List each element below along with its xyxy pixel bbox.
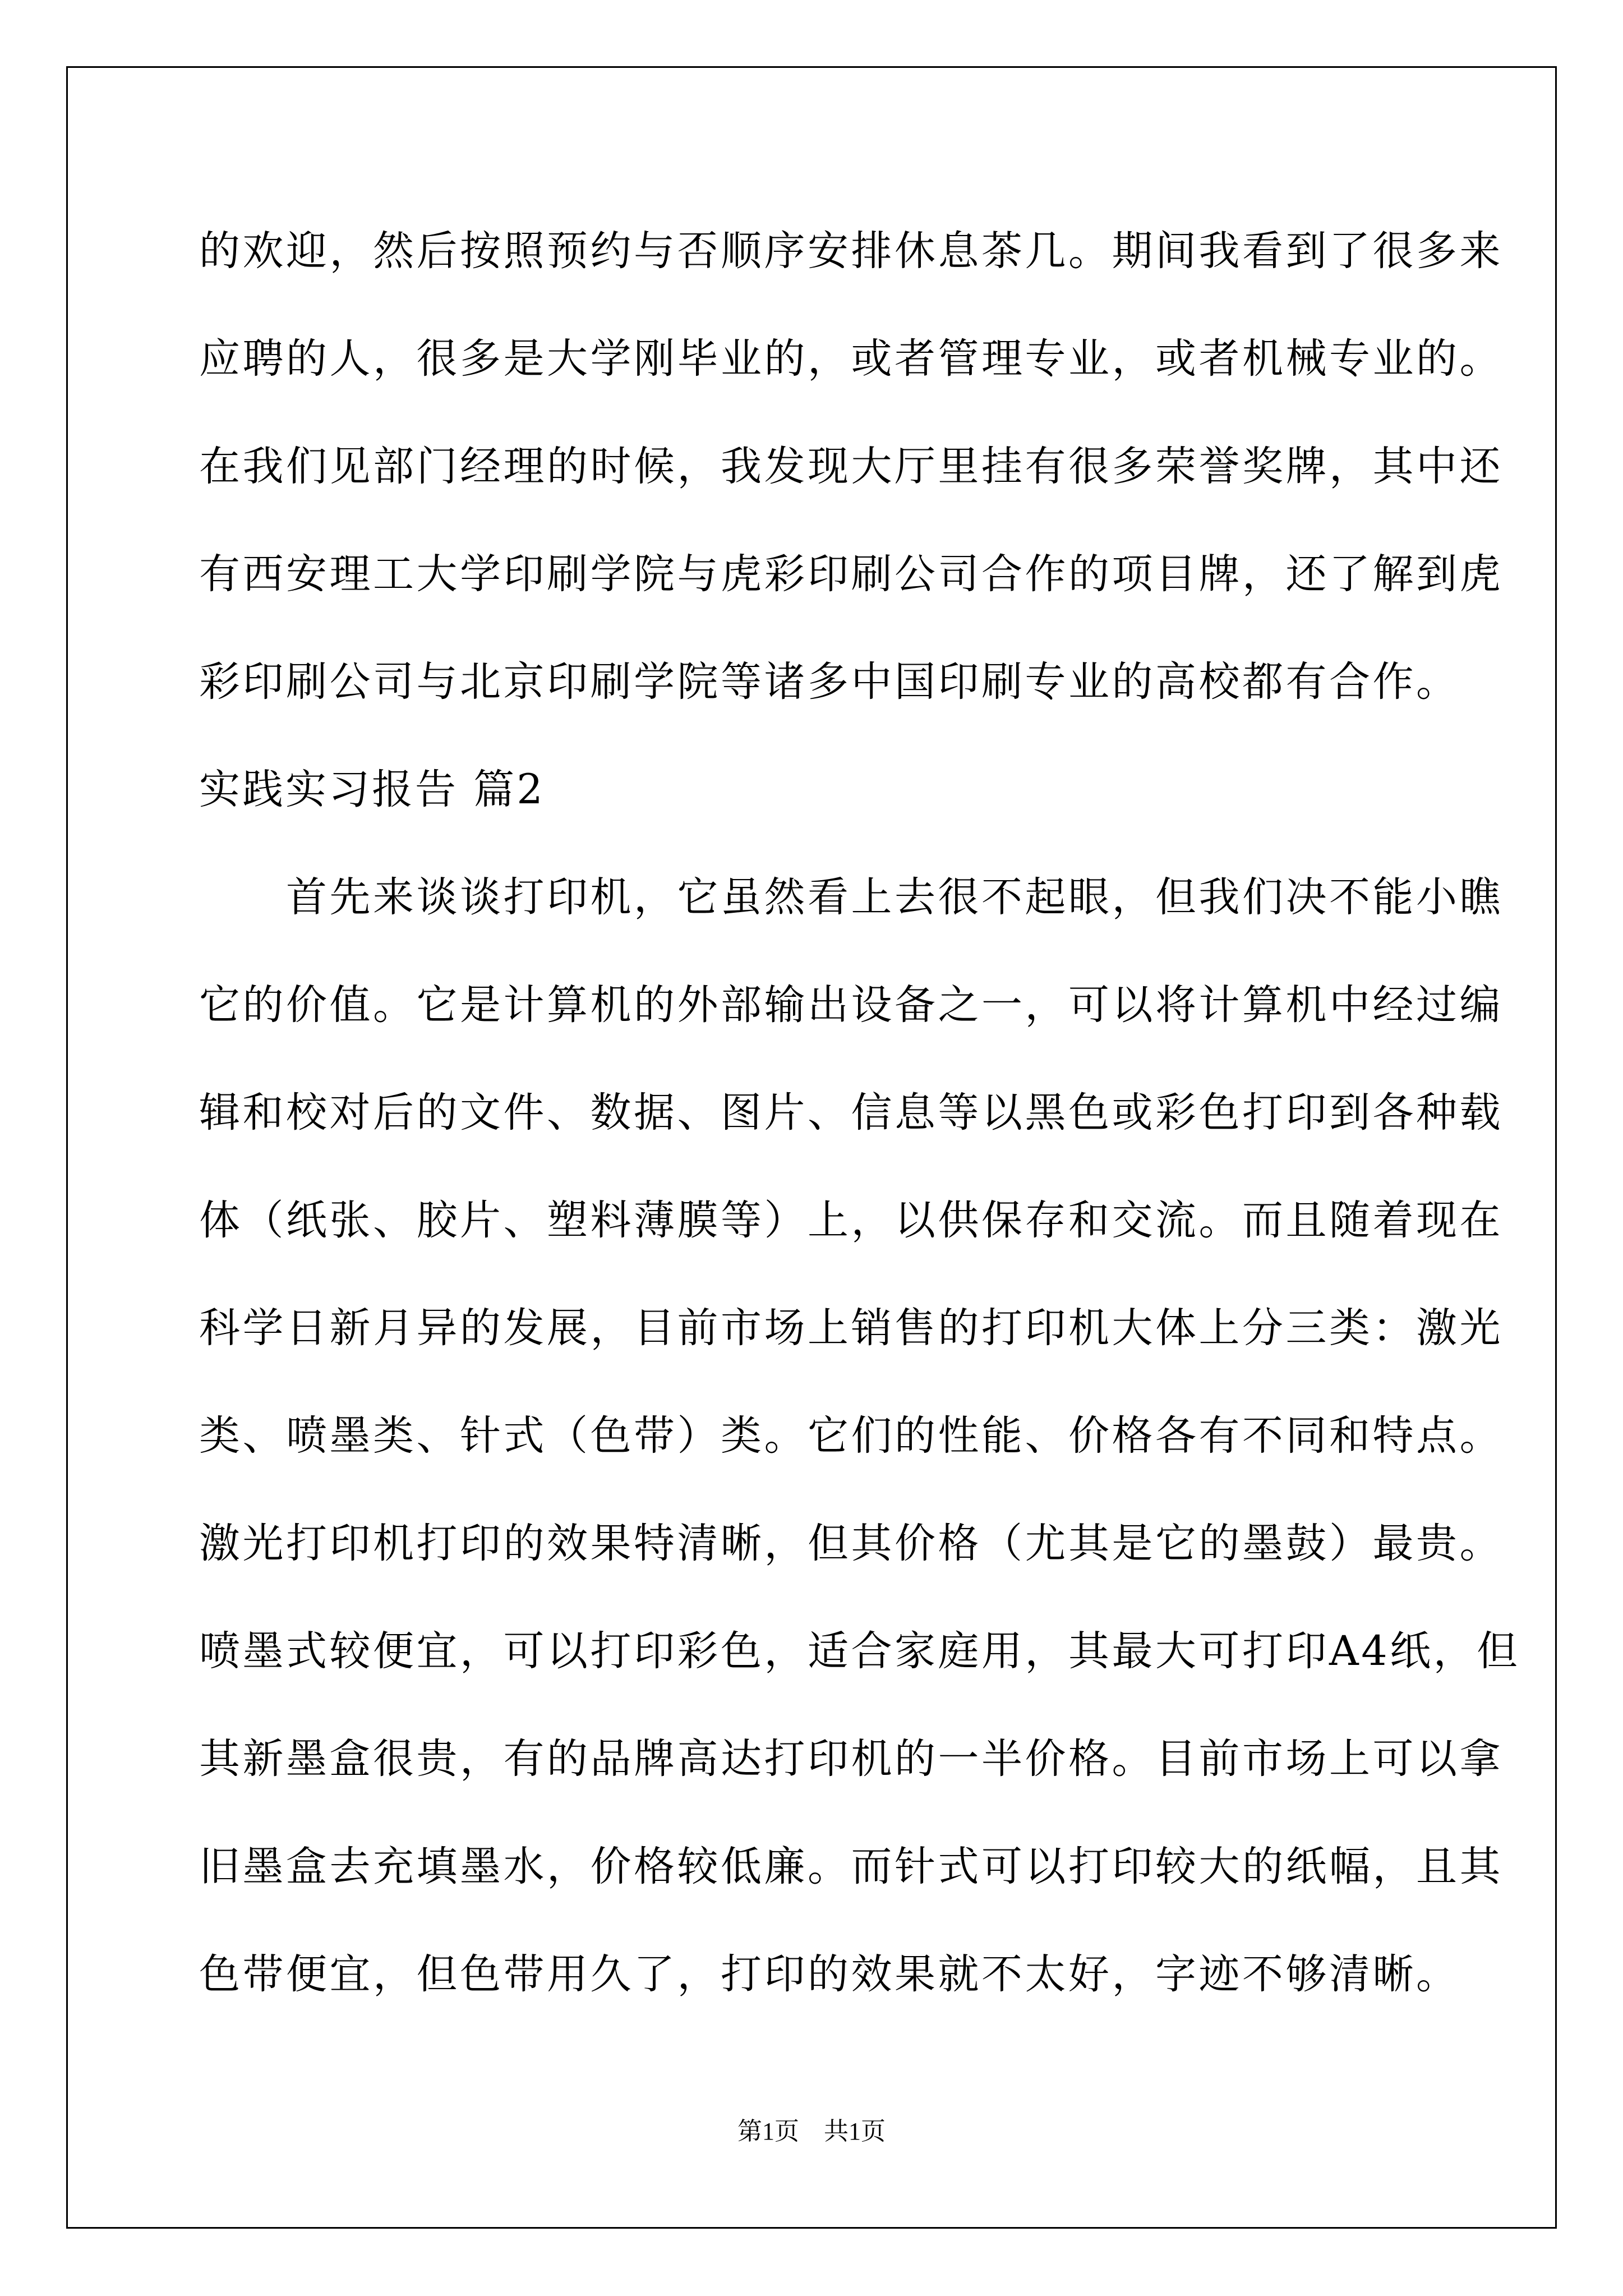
paragraph-line: 有西安理工大学印刷学院与虎彩印刷公司合作的项目牌，还了解到虎: [199, 550, 1503, 598]
paragraph-line: 它的价值。它是计算机的外部输出设备之一，可以将计算机中经过编: [199, 981, 1503, 1029]
paragraph-line: 体（纸张、胶片、塑料薄膜等）上，以供保存和交流。而且随着现在: [199, 1197, 1503, 1244]
section-heading: 实践实习报告 篇2: [199, 766, 545, 813]
paragraph-line: 应聘的人，很多是大学刚毕业的，或者管理专业，或者机械专业的。: [199, 335, 1503, 383]
paragraph-line: 色带便宜，但色带用久了，打印的效果就不太好，字迹不够清晰。: [199, 1950, 1460, 1998]
paragraph-line: 激光打印机打印的效果特清晰，但其价格（尤其是它的墨鼓）最贵。: [199, 1520, 1503, 1567]
paragraph-line: 在我们见部门经理的时候，我发现大厅里挂有很多荣誉奖牌，其中还: [199, 443, 1503, 490]
paragraph-line: 旧墨盒去充填墨水，价格较低廉。而针式可以打印较大的纸幅，且其: [199, 1843, 1503, 1890]
paragraph-line: 其新墨盒很贵，有的品牌高达打印机的一半价格。目前市场上可以拿: [199, 1735, 1503, 1783]
paragraph-line: 辑和校对后的文件、数据、图片、信息等以黑色或彩色打印到各种载: [199, 1089, 1503, 1137]
paragraph-line: 喷墨式较便宜，可以打印彩色，适合家庭用，其最大可打印A4纸，但: [199, 1627, 1520, 1675]
paragraph-line: 科学日新月异的发展，目前市场上销售的打印机大体上分三类：激光: [199, 1304, 1503, 1352]
paragraph-line: 的欢迎，然后按照预约与否顺序安排休息茶几。期间我看到了很多来: [199, 227, 1503, 275]
paragraph-line: 首先来谈谈打印机，它虽然看上去很不起眼，但我们决不能小瞧: [199, 873, 1503, 921]
page-footer: 第1页 共1页: [737, 2118, 886, 2145]
paragraph-line: 类、喷墨类、针式（色带）类。它们的性能、价格各有不同和特点。: [199, 1412, 1503, 1460]
paragraph-line: 彩印刷公司与北京印刷学院等诸多中国印刷专业的高校都有合作。: [199, 658, 1460, 706]
page-border: [66, 66, 1557, 2229]
